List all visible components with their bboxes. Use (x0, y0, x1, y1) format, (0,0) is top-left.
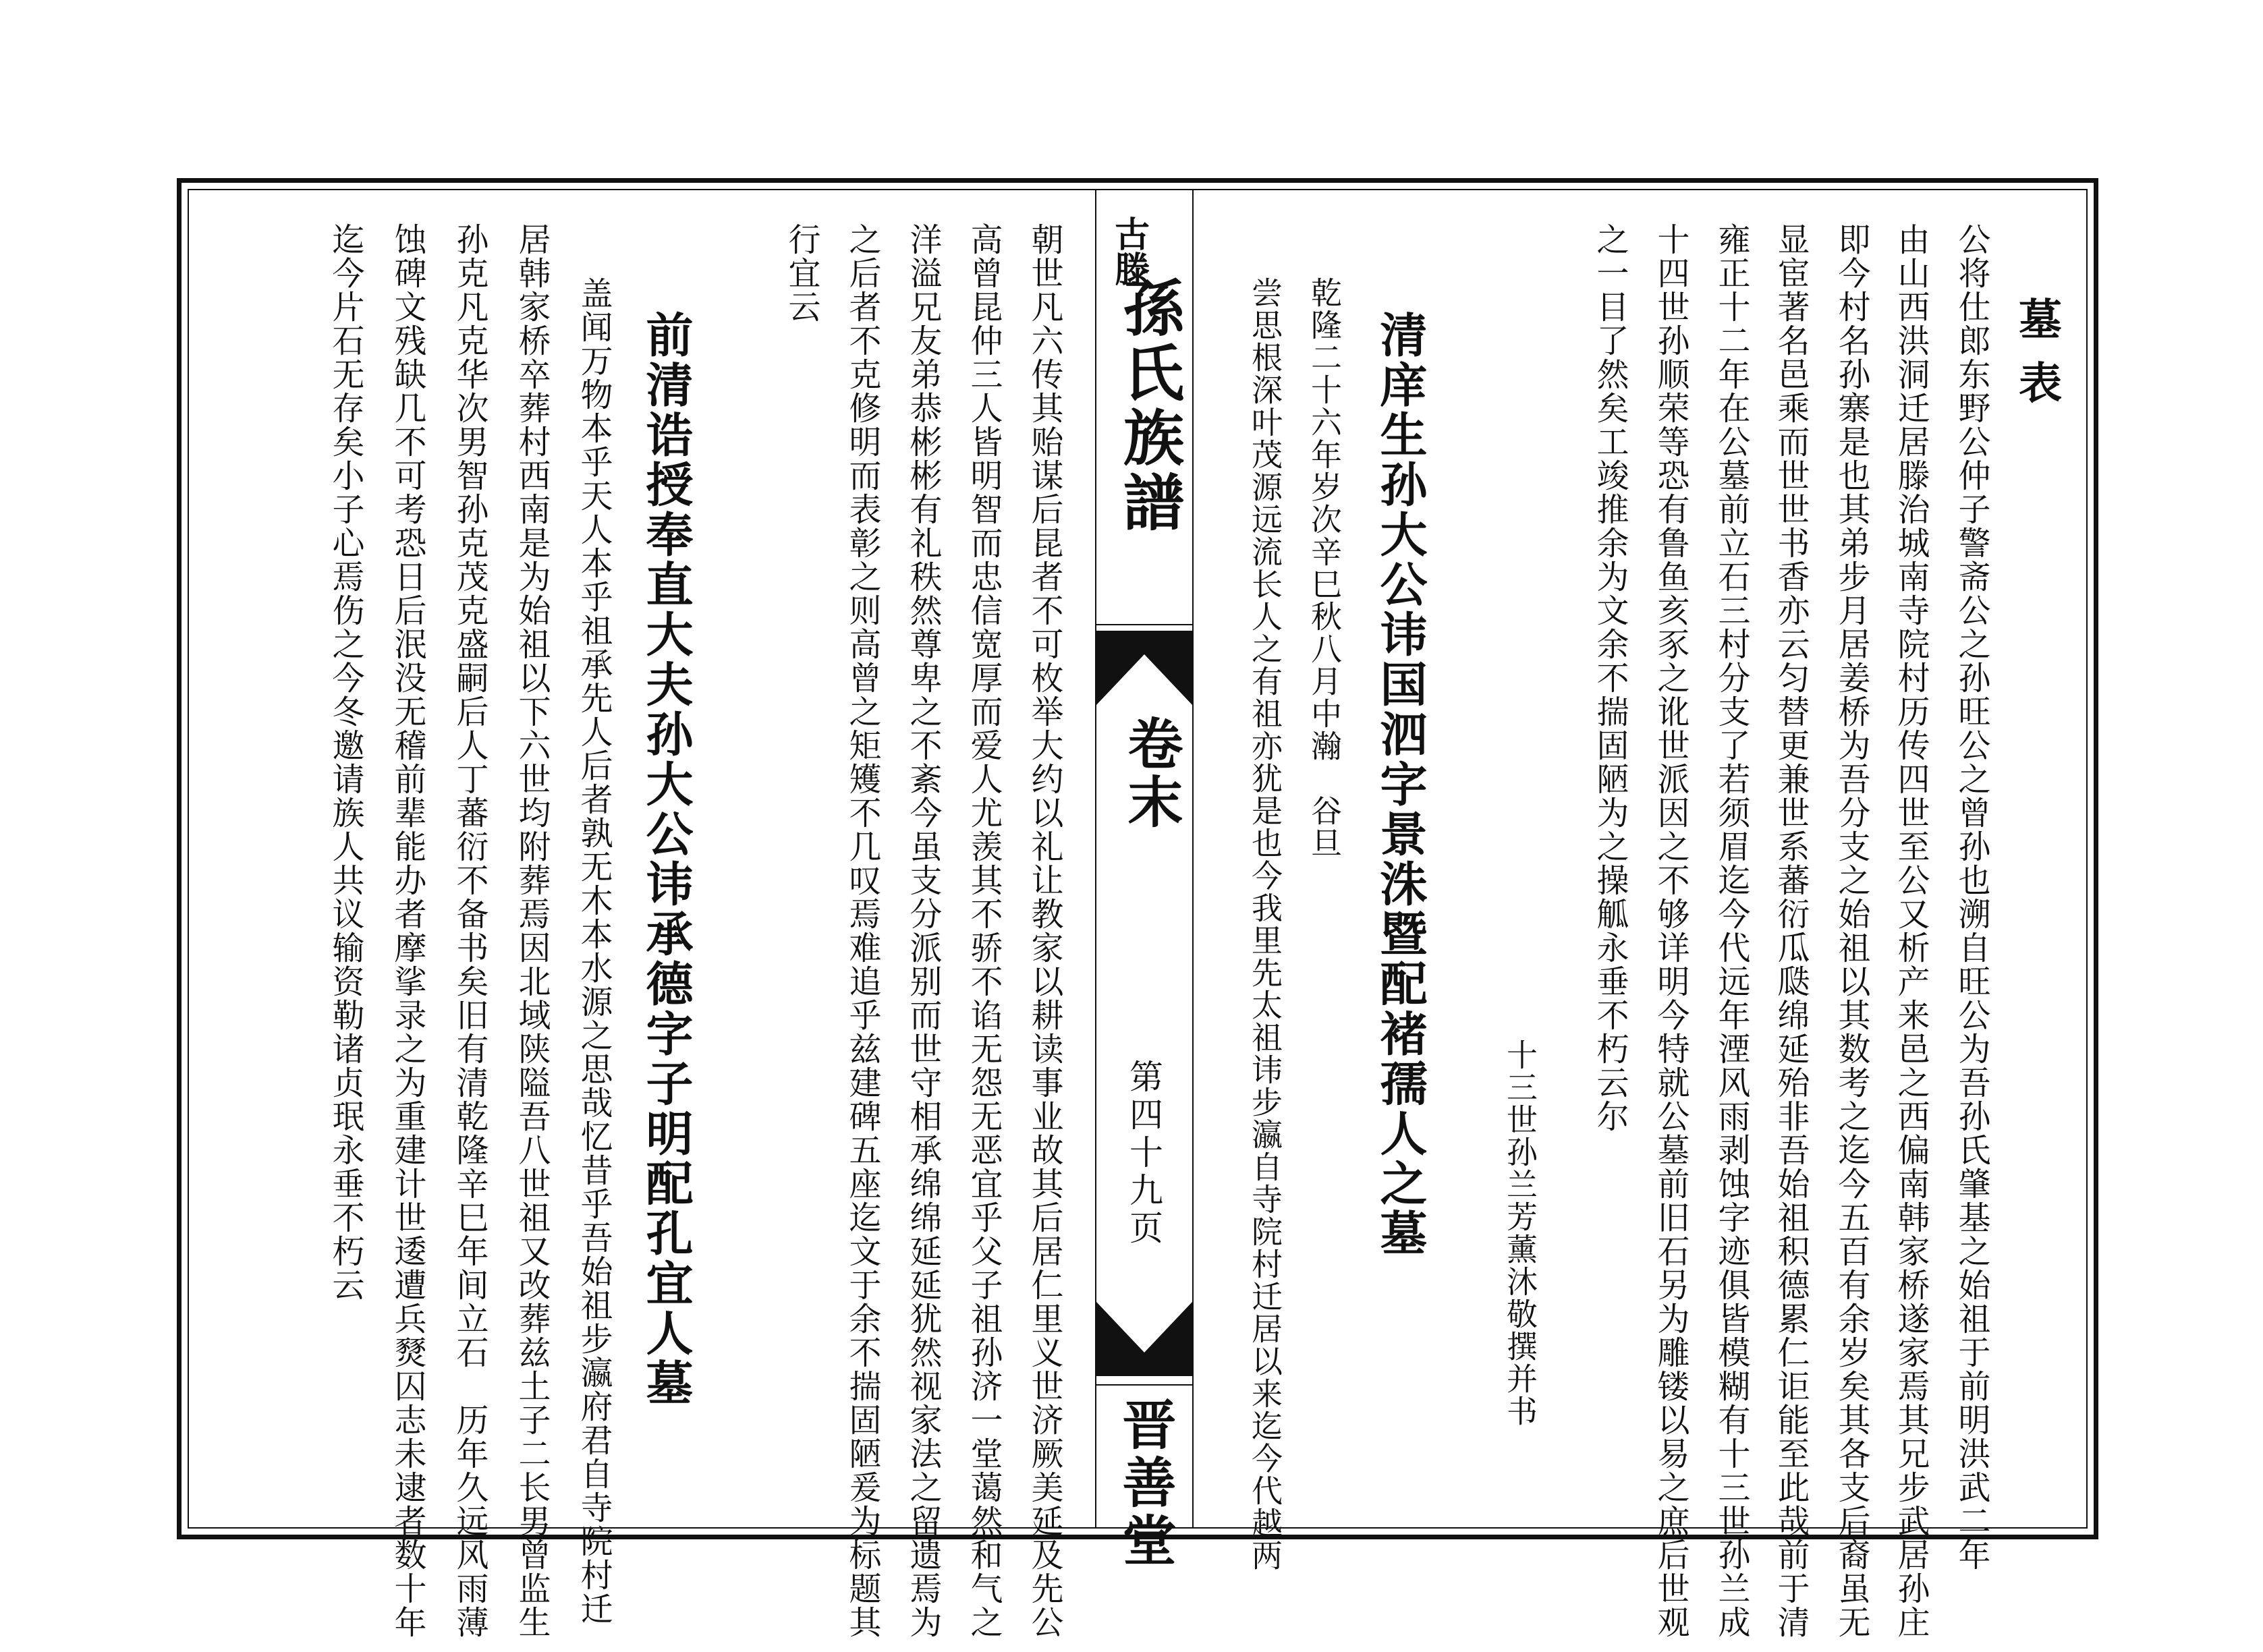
body-line-2: 由山西洪洞迁居滕治城南寺院村历传四世至公又析产来邑之西偏南韩家桥遂家焉其兄步武居孙庄 (1892, 223, 1930, 1639)
body-line-5: 雍正十二年在公墓前立石三村分支了若须眉迄今代远年湮风雨剥蚀字迹俱皆模糊有十三世孙兰成 (1712, 223, 1750, 1639)
tomb-body-line-3: 孙克凡克华次男智孙克茂克盛嗣后人丁蕃衍不备书矣旧有清乾隆辛巳年间立石 历年久远风雨薄 (451, 223, 488, 1639)
hall-name: 晋善堂 (1113, 1396, 1177, 1570)
upper-fishtail-mark (1096, 631, 1192, 705)
tomb-title-cheng-de: 前清诰授奉直大夫孙大公讳承德字子明配孔宜人墓 (638, 310, 694, 1408)
body-line-4: 显宦著名邑乘而世世书香亦云匀替更兼世系蕃衍瓜瓞绵延殆非吾始祖积德累仁讵能至此哉前于清 (1772, 223, 1810, 1639)
volume-label: 卷末 (1119, 715, 1183, 831)
page-number: 第四十九页 (1124, 1059, 1163, 1248)
book-title: 孫氏族譜 (1113, 277, 1184, 536)
body-line-6: 十四世孙顺荣等恐有鲁鱼亥豕之讹世派因之不够详明今特就公墓前旧石另为雕镂以易之庶后世观 (1652, 223, 1689, 1639)
author-signature: 十三世孙兰芳薰沐敬撰并书 (1502, 1039, 1538, 1427)
tomb-body-line-2: 居韩家桥卒葬村西南是为始祖以下六世均附葬焉因北域陕隘吾八世祖又改葬兹土子二长男曾监生 (513, 223, 551, 1639)
body-line-3: 即今村名孙寨是也其弟步月居姜桥为吾分支之始祖以其数考之迄今五百有余岁矣其各支后裔虽无 (1833, 223, 1870, 1639)
body-line-1: 公将仕郎东野公仲子警斋公之孙旺公之曾孙也溯自旺公为吾孙氏肇基之始祖于前明洪武二年 (1953, 223, 1990, 1572)
center-band (1095, 189, 1194, 1570)
place-name: 古滕 (1108, 216, 1150, 286)
continued-line-5: 行宜云 (783, 223, 820, 324)
tomb-body-line-4: 蚀碑文残缺几不可考恐日后泯没无稽前辈能办者摩挲录之为重建计世逶遭兵燹囚志未逮者数十年 (389, 223, 426, 1639)
body-line-7: 之一目了然矣工竣推余为文余不揣固陋为之操觚永垂不朽云尔 (1591, 223, 1629, 1133)
tomb-title-guo-si: 清庠生孙大公讳国泗字景洙暨配褚孺人之墓 (1372, 310, 1428, 1259)
tomb-body-line: 尝思根深叶茂源远流长人之有祖亦犹是也今我里先太祖讳步瀛自寺院村迁居以来迄今代越两 (1247, 277, 1283, 1572)
tomb-body-line-5: 迄今片石无存矣小子心焉伤之今冬邀请族人共议输资勒诸贞珉永垂不朽云 (327, 223, 364, 1302)
tomb-body-line-1: 盖闻万物本乎天人本乎祖承先人后者孰无木本水源之思哉忆昔乎吾始祖步瀛府君自寺院村迁 (575, 277, 613, 1626)
heading-tomb-inscription: 墓表 (2011, 297, 2062, 424)
continued-line-2: 高曾昆仲三人皆明智而忠信宽厚而爱人尤羡其不骄不谄无怨无恶宜乎父子祖孙济一堂蔼然和气之 (965, 223, 1003, 1639)
continued-line-4: 之后者不克修明而表彰之则高曾之矩矱不几叹焉难追乎兹建碑五座迄文于余不揣固陋爰为标题其 (843, 223, 881, 1639)
continued-line-3: 洋溢兄友弟恭彬彬有礼秩然尊卑之不紊今虽支分派别而世守相承绵绵延延犹然视家法之留遗焉为 (904, 223, 942, 1639)
continued-line-1: 朝世凡六传其贻谋后昆者不可枚举大约以礼让教家以耕读事业故其后居仁里义世济厥美延及先公 (1026, 223, 1063, 1639)
lower-fishtail-mark (1096, 1302, 1192, 1376)
date-line: 乾隆二十六年岁次辛巳秋八月中瀚 谷旦 (1306, 277, 1343, 859)
